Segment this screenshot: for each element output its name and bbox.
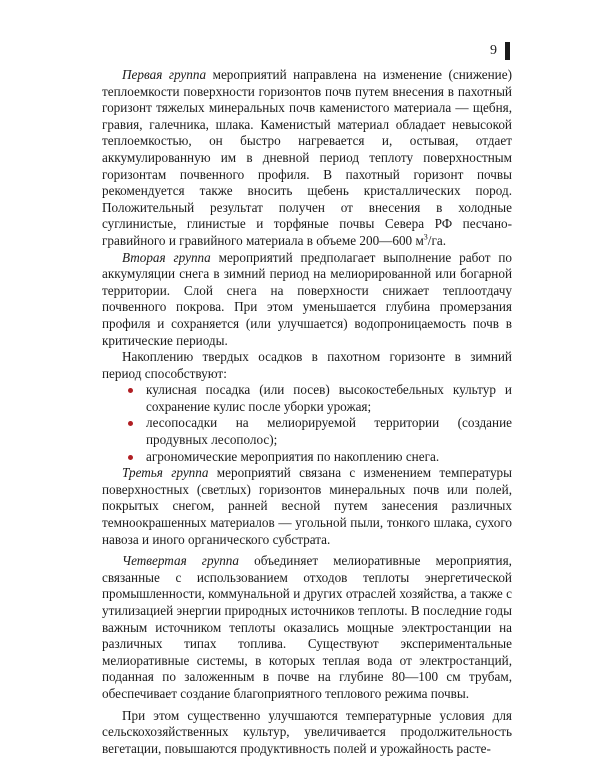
bullet-dot-icon (128, 388, 133, 393)
paragraph-text: При этом существенно улучшаются температурные условия для сельскохозяйственных культур, увеличивается продолжительность вегетации, повышаются продуктивность полей и урожайность расте- (102, 707, 512, 756)
paragraph-text: объединяет мелиоративные мероприятия, связанные с использованием отходов теплоты энергетической промышленности, коммунальной и других отраслей хозяйства, а также с утилизацией энергии природных источников теплоты. В последние годы важным источником теплоты оказались мощные электростанции на различных типах топлива. Существуют экспериментальные мелиоративные системы, в которых теплая вода от электростанций, поданная по заложенным в почве на глубине 80—100 см трубам, обеспечивает создание благоприятного теплового режима почвы. (102, 553, 512, 701)
paragraph-text: мероприятий направлена на изменение (снижение) теплоемкости поверхности горизонтов почв путем внесения в пахотный горизонт тяжелых минеральных почв каменистого материала — щебня, гравия, галечника, шлака. Каменистый материал обладает невысокой теплоемкостью, он быстро нагревается и, остывая, отдает аккумулированную им в дневной период теплоту поверхностным горизонтам почвенного профиля. В пахотный горизонт почвы рекомендуется также вносить щебень кристаллических пород. Положительный результат получен от внесения в холодные суглинистые, глинистые и торфяные почвы Севера РФ песчано-гравийного и гравийного материала в объеме 200—600 м (102, 67, 512, 248)
list-item (102, 415, 512, 448)
paragraph-fourth-group (102, 553, 512, 702)
paragraph-lead: Вторая группа (122, 249, 211, 265)
paragraph-lead: Первая группа (122, 67, 207, 82)
list-item-text: лесопосадки на мелиорируемой территории (создание продувных лесополос); (146, 415, 512, 448)
paragraph-text: мероприятий предполагает выполнение работ по аккумуляции снега в зимний период на мелиорированной или богарной территории. Слой снега на поверхности снижает теплоотдачу почвенного покрова. При этом уменьшается глубина промерзания профиля и сохраняется (или улучшается) водопроницаемость почв в критические периоды. (102, 249, 512, 348)
paragraph-snow-accumulation (102, 349, 512, 382)
list-item (102, 382, 512, 415)
paragraph-lead: Четвертая группа (122, 553, 239, 569)
list-item (102, 449, 512, 466)
paragraph-first-group (102, 67, 512, 250)
paragraph-tail: /га. (427, 232, 447, 248)
list-item-text: агрономические мероприятия по накоплению снега. (146, 448, 440, 464)
list-item-text: кулисная посадка (или посев) высокостебельных культур и сохранение кулис после уборки урожая; (146, 382, 512, 414)
bullet-dot-icon (128, 421, 133, 426)
paragraph-third-group (102, 465, 512, 548)
page-number: 9 (490, 43, 497, 58)
paragraph-text: Накоплению твердых осадков в пахотном горизонте в зимний период способствуют: (102, 349, 512, 381)
paragraph-second-group (102, 250, 512, 350)
paragraph-lead: Третья группа (122, 465, 209, 481)
bullet-dot-icon (128, 455, 133, 460)
bullet-list (102, 382, 512, 465)
paragraph-text: мероприятий связана с изменением температуры поверхностных (светлых) горизонтов минеральных почв или полей, покрытых снегом, ранней весной путем занесения различных темноокрашенных материалов — угольной пыли, тонкого шлака, сухого навоза и иного органического субстрата. (102, 465, 512, 547)
superscript-cubed: 3 (423, 232, 428, 242)
page-header (490, 42, 506, 60)
page-body (102, 67, 512, 757)
page-marker-bar (505, 42, 510, 60)
